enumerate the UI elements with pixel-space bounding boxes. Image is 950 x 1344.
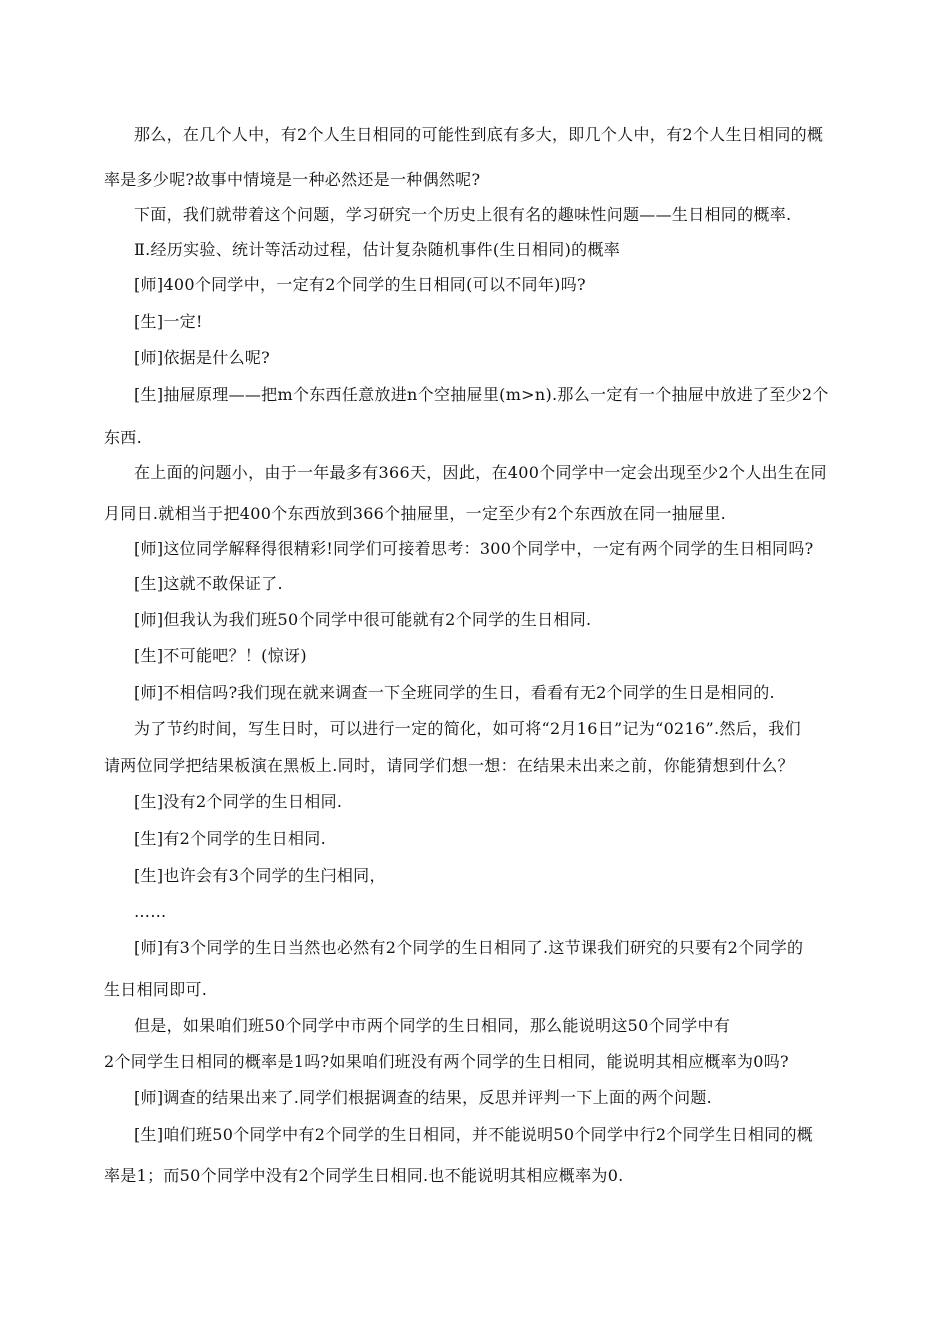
- text-line: [生]一定!: [134, 312, 203, 331]
- text-line: [师]有3个同学的生日当然也必然有2个同学的生日相同了.这节课我们研究的只要有2个同学的: [134, 938, 804, 957]
- text-line: 为了节约时间，写生日时，可以进行一定的简化，如可将“2月16日”记为“0216”.然后，我们: [134, 719, 801, 738]
- text-line: ……: [134, 902, 167, 921]
- text-line: 2个同学生日相同的概率是1吗?如果咱们班没有两个同学的生日相同，能说明其相应概率为0吗?: [104, 1052, 789, 1071]
- text-line: [师]不相信吗?我们现在就来调查一下全班同学的生日，看看有无2个同学的生日是相同的.: [134, 683, 775, 702]
- text-line: 下面，我们就带着这个问题，学习研究一个历史上很有名的趣味性问题——生日相同的概率.: [134, 205, 792, 224]
- text-line: [生]也许会有3个同学的生闩相同，: [134, 866, 386, 885]
- text-line: 生日相同即可.: [104, 980, 208, 999]
- text-line: 月同日.就相当于把400个东西放到366个抽屉里，一定至少有2个东西放在同一抽屉里.: [104, 504, 727, 523]
- text-line: 率是多少呢?故事中情境是一种必然还是一种偶然呢?: [104, 170, 481, 189]
- text-line: [师]但我认为我们班50个同学中很可能就有2个同学的生日相同.: [134, 610, 592, 629]
- text-line: [师]调查的结果出来了.同学们根据调查的结果，反思并评判一下上面的两个问题.: [134, 1088, 713, 1107]
- section-heading: Ⅱ.经历实验、统计等活动过程，估计复杂随机事件(生日相同)的概率: [134, 240, 621, 259]
- text-line: [师]依据是什么呢?: [134, 348, 271, 367]
- text-line: [生]没有2个同学的生日相同.: [134, 792, 343, 811]
- text-line: [生]不可能吧？！(惊讶): [134, 646, 307, 665]
- text-line: 那么，在几个人中，有2个人生日相同的可能性到底有多大，即几个人中，有2个人生日相同的概: [134, 125, 824, 144]
- text-line: [生]这就不敢保证了.: [134, 574, 283, 593]
- text-line: [生]咱们班50个同学中有2个同学的生日相同，并不能说明50个同学中行2个同学生日相同的概: [134, 1125, 814, 1144]
- text-line: 率是1；而50个同学中没有2个同学生日相同.也不能说明其相应概率为0.: [104, 1166, 624, 1185]
- text-line: 请两位同学把结果板演在黑板上.同时，请同学们想一想：在结果未出来之前，你能猜想到什么？: [104, 756, 794, 775]
- text-line: 东西.: [104, 428, 142, 447]
- text-line: 在上面的问题小，由于一年最多有366天，因此，在400个同学中一定会出现至少2个人出生在同: [134, 463, 827, 482]
- text-line: [师]这位同学解释得很精彩!同学们可接着思考：300个同学中，一定有两个同学的生日相同吗?: [134, 539, 814, 558]
- text-line: [生]抽屉原理——把m个东西任意放进n个空抽屉里(m>n).那么一定有一个抽屉中放进了至少2个: [134, 385, 829, 404]
- text-line: [师]400个同学中，一定有2个同学的生日相同(可以不同年)吗?: [134, 275, 586, 294]
- text-line: 但是，如果咱们班50个同学中市两个同学的生日相同，那么能说明这50个同学中有: [134, 1016, 731, 1035]
- text-line: [生]有2个同学的生日相同.: [134, 829, 326, 848]
